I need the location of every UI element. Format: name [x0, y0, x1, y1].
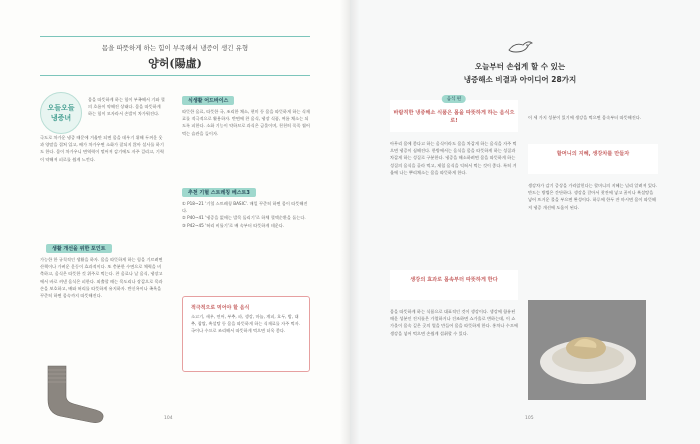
book-gutter	[340, 0, 360, 444]
food-section-card	[390, 97, 518, 132]
tips-text: 가능한 한 규칙적인 생활을 하자. 몸을 따뜻하게 하는 힘을 기르려면 산책이나 가벼운 운동이 효과적이다. 또 충분한 수면으로 체력을 비축하고, 음식은 따뜻한 것 위주로 먹는다. 찬 음료나 날 음식, 냉장고에서 바로 꺼낸 음식은 피한다. 외출할 때는 목도리나 장갑으로 목과 손을 보호하고, 배와 허리를 따뜻하게 유지하자. 반신욕이나 족욕을 꾸준히 하면 몸속까지 따뜻해진다.	[40, 257, 163, 299]
badge-line-2: 냉증녀	[50, 114, 72, 122]
ginger-effect-text: 몸을 따뜻하게 하는 식품으로 대표적인 것이 생강이다. 생강에 함유된 매운 성분인 진저롤은 가열하거나 건조하면 쇼가올로 변하는데, 이 쇼가올이 몸속 깊은 곳의 열을 만들어 몸을 따뜻하게 한다. 홍차나 수프에 생강을 넣어 먹으면 손쉽게 섭취할 수 있다.	[390, 309, 518, 336]
right-title-line-2: 냉증해소 비결과 아이디어 28가지	[463, 75, 577, 84]
food-section-pill: 음식 편	[442, 95, 466, 103]
tips-tag: 생활 개선을 위한 포인트	[46, 244, 112, 253]
intro-text-2: 극도로 차가운 냉증 때문에 겨울만 되면 몸을 데우기 위해 두꺼운 옷과 양말을 겹쳐 입고, 배가 차가우면 소화가 잘되지 않아 설사를 하기도 한다. 몸이 차가우니 면역력이 떨어져 감기에도 자주 걸리고, 기력이 약해져 피로를 쉽게 느낀다.	[40, 135, 164, 162]
ginger-tea-text: 생강차가 감기 증상을 가라앉힌다는 할머니의 지혜는 널리 알려져 있다. 만드는 방법은 간단하다. 생강을 갈아서 찻잔에 넣고 꿀이나 흑설탕을 넣어 뜨거운 물을 부으면 완성이다. 하루에 한두 잔 마시면 몸이 따뜻해져 냉증 개선에 도움이 된다.	[528, 183, 658, 210]
right-page-number: 105	[525, 416, 534, 421]
header-title: 양허(陽虛)	[148, 57, 202, 70]
box-title: 적극적으로 먹어야 할 음식	[191, 305, 250, 311]
ginger-tea-title: 할머니의 지혜, 생강차를 만들자	[556, 151, 630, 157]
advice-tag: 식생활 어드바이스	[182, 96, 234, 105]
wool-sock-illustration	[40, 364, 110, 424]
right-title-line-1: 오늘부터 손쉽게 할 수 있는	[474, 62, 566, 71]
box-text: 소고기, 새우, 연어, 부추, 파, 생강, 마늘, 계피, 호두, 밤, 대추, 찹쌀, 흑설탕 등 몸을 따뜻하게 하는 식재료를 자주 먹자. 국이나 수프로 조리해서 따뜻하게 먹으면 더욱 좋다.	[191, 314, 301, 334]
ginger-tea-photo	[528, 300, 646, 400]
badge-line-1: 오들오들	[47, 104, 75, 112]
right-page-header	[420, 40, 620, 85]
stretch-item: ③ P42~45 '허리 비틀기'로 배 속부터 따뜻하게 데운다.	[182, 222, 285, 228]
type-badge	[40, 92, 82, 134]
advice-text: 따뜻한 음료, 따뜻한 국, 조리한 채소, 현미 등 몸을 따뜻하게 하는 식재료를 적극적으로 활용하자. 반면에 찬 음식, 냉장 식품, 여름 채소는 되도록 피한다. 소화 기능이 약하므로 과식은 금물이며, 천천히 꼭꼭 씹어 먹는 습관을 들이자.	[182, 109, 310, 136]
recommended-food-box	[182, 296, 310, 372]
stretch-item: ② P40~41 '냉증을 없애는 발목 돌리기'로 하체 혈액순환을 돕는다.	[182, 215, 306, 221]
left-page-header	[40, 36, 310, 76]
food-section-text: 아무리 몸에 좋다고 하는 음식이라도 몸을 차갑게 하는 음식을 자주 먹으면 냉증이 심해진다. 한방에서는 음식을 몸을 따뜻하게 하는 성질과 차갑게 하는 성질로 구분한다. 냉증을 해소하려면 몸을 따뜻하게 하는 성질의 음식을 골라 먹고, 제철 음식을 익혀서 먹는 것이 좋다. 특히 겨울에 나는 뿌리채소는 몸을 따뜻하게 한다.	[390, 141, 517, 175]
left-page-number: 104	[164, 416, 173, 421]
ginger-tea-card	[528, 144, 658, 174]
ginger-effect-title: 생강의 효과로 몸속부터 따뜻하게 한다	[410, 277, 498, 283]
ginger-effect-card	[390, 270, 518, 300]
intro-text-1: 몸을 따뜻하게 하는 힘이 부족해서 기와 혈의 흐름이 약해진 상태다. 몸을 따뜻하게 하는 힘이 모자라서 손발이 차가워진다.	[88, 97, 165, 117]
header-top-rule	[40, 36, 310, 37]
food-section-title: 바람직한 냉증해소 식품은 몸을 따뜻하게 하는 음식으로!	[393, 110, 515, 124]
header-subtitle: 몸을 따뜻하게 하는 힘이 부족해서 냉증이 생긴 유형	[101, 44, 249, 52]
ginger-summary-text: 이 세 가지 성분이 있기에 생강을 먹으면 몸속부터 따뜻해진다.	[528, 115, 642, 120]
bird-icon	[506, 40, 534, 54]
stretch-list	[182, 200, 310, 229]
stretch-item: ① P18~21 '기혈 스트레칭 BASIC'. 매일 꾸준히 하면 몸이 따뜻해진다.	[182, 201, 308, 214]
header-bottom-rule	[40, 75, 310, 76]
stretch-tag: 추천 기혈 스트레칭 베스트3	[182, 188, 256, 197]
